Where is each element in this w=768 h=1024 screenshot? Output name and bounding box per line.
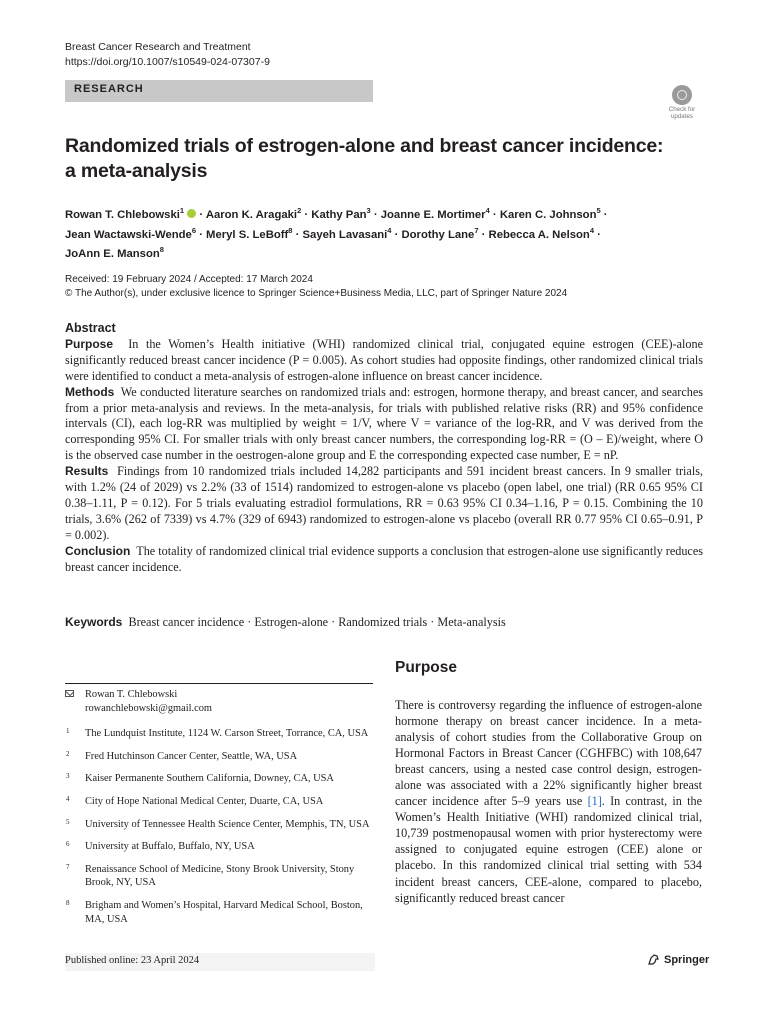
affiliation: 4 City of Hope National Medical Center, Duarte, CA, USA: [66, 794, 324, 807]
author-list: Rowan T. Chlebowski$^1$ · Aaron K. Aragaki$^2$ · Kathy Pan$^3$ · Joanne E. Mortimer$^4$ · Karen C. Johnson$^5$ · Jean Wactawski-Wende$^6$ · Meryl S. LeBoff$^8$ · Sayeh Lavasani$^4$ · Dorothy Lane$^7$ · Rebecca A. Nelson$^4$ · JoAnn E. Manson$^8$: [65, 206, 608, 261]
citation-link[interactable]: [1]: [587, 794, 602, 809]
author[interactable]: Jean Wactawski-Wende$^6$: [65, 225, 196, 241]
article-title: [65, 134, 685, 184]
springer-horse-icon: [647, 953, 660, 966]
author[interactable]: Rebecca A. Nelson$^4$: [488, 225, 594, 241]
orcid-icon[interactable]: [187, 209, 196, 218]
check-for-updates-badge[interactable]: [663, 84, 701, 124]
title-line-1: Randomized trials of estrogen-alone and breast cancer incidence:: [65, 135, 664, 157]
abstract-section: [65, 321, 703, 576]
footnotes: [65, 688, 375, 935]
keywords-list: Breast cancer incidence · Estrogen-alone · Randomized trials · Meta-analysis: [128, 615, 506, 629]
journal-header: [65, 40, 270, 70]
author[interactable]: Sayeh Lavasani$^4$: [302, 225, 392, 241]
purpose-paragraph: There is controversy regarding the influence of estrogen-alone hormone therapy on breast cancer incidence. In a meta-analysis of cohort studies from the Collaborative Group on Hormonal Factors in Breast Cancer (CGHFBC) with 108,647 breast cancers, using a nested case control design, estrogen-alone was associated with a 22% significantly higher breast cancer incidence after 5–9 years use [1]. In contrast, in the Women’s Health Initiative (WHI) randomized clinical trial, 10,739 postmenopausal women with prior hysterectomy were assigned to conjugated equine estrogen (CEE) alone or placebo. In this randomized clinical trial setting with 534 incident breast cancers, CEE-alone, compared to placebo, significantly reduced breast cancer: [395, 698, 703, 905]
received-accepted: Received: 19 February 2024 / Accepted: 17 March 2024: [65, 274, 313, 285]
doi-link[interactable]: https://doi.org/10.1007/s10549-024-07307-9: [65, 56, 270, 68]
author[interactable]: Joanne E. Mortimer$^4$: [380, 206, 490, 221]
footnote-divider: [65, 683, 373, 684]
section-banner: [65, 80, 373, 102]
keywords: [65, 614, 705, 630]
affiliation: 1 The Lundquist Institute, 1124 W. Carson Street, Torrance, CA, USA: [66, 727, 369, 740]
author[interactable]: Dorothy Lane$^7$: [401, 225, 479, 241]
article-dates: [65, 273, 567, 301]
corresponding-author: Rowan T. Chlebowski rowanchlebowski@gmail.com: [65, 688, 375, 715]
author[interactable]: Rowan T. Chlebowski$^1$: [65, 206, 185, 221]
abstract-heading: Abstract: [65, 321, 116, 335]
affiliation: 7 Renaissance School of Medicine, Stony Brook University, Stony Brook, NY, USA: [66, 862, 355, 889]
author[interactable]: Kathy Pan$^3$: [311, 206, 371, 221]
abstract-conclusion: Conclusion The totality of randomized clinical trial evidence supports a conclusion that estrogen-alone use significantly reduces breast cancer incidence.: [65, 543, 703, 574]
author[interactable]: JoAnn E. Manson$^8$: [65, 245, 164, 261]
journal-name: Breast Cancer Research and Treatment: [65, 41, 251, 53]
springer-logo: Springer: [664, 954, 710, 966]
check-for-updates-icon: [672, 85, 692, 105]
affiliation: 6 University at Buffalo, Buffalo, NY, USA: [66, 840, 255, 853]
envelope-icon: [65, 690, 74, 697]
abstract-results: Results Findings from 10 randomized trials included 14,282 participants and 591 incident breast cancers. In 9 smaller trials, with 1.2% (24 of 2029) vs 2.2% (33 of 1514) randomized to estrogen-alone vs placebo (open label, one trial) (RR 0.65 95% CI 0.38–1.11, P = 0.12). For 5 trials evaluating estradiol formulations, RR = 0.63 95% CI 0.34–1.16, P = 0.15. Combining the 10 trials, 3.6% (262 of 7339) vs 4.7% (329 of 6943) randomized to estrogen-alone vs placebo (overall RR 0.77 95% CI 0.65–0.91, P = 0.002).: [65, 464, 704, 542]
author[interactable]: Karen C. Johnson$^5$: [499, 206, 601, 221]
keywords-label: Keywords: [65, 615, 123, 629]
affiliation: 8 Brigham and Women’s Hospital, Harvard Medical School, Boston, MA, USA: [66, 898, 363, 925]
affiliation: 5 University of Tennessee Health Science Center, Memphis, TN, USA: [66, 817, 370, 830]
purpose-heading: Purpose: [395, 659, 458, 676]
title-line-2: a meta-analysis: [65, 160, 208, 182]
affiliation: 2 Fred Hutchinson Cancer Center, Seattle, WA, USA: [66, 749, 298, 762]
abstract-purpose: Purpose In the Women’s Health initiative (WHI) randomized clinical trial, conjugated equine estrogen (CEE)-alone significantly reduced breast cancer incidence (P = 0.005). As cohort studies had opposite findings, other randomized clinical trials were identified to conduct a meta-analysis of estrogen-alone influence on breast cancer incidence.: [65, 336, 703, 383]
section-label: RESEARCH: [74, 83, 144, 95]
copyright: © The Author(s), under exclusive licence to Springer Science+Business Media, LLC, part of Springer Nature 2024: [65, 288, 568, 299]
abstract-methods: Methods We conducted literature searches on randomized trials and: estrogen, hormone therapy, and breast cancer, and searches from a prior meta-analysis and reviews. In the meta-analysis, for trials with published relative risks (RR) and 95% confidence intervals (CI), each log-RR was multiplied by weight = 1/V, where V = variance of the log-RR, and V was derived from the corresponding 95% CI. For smaller trials with only breast cancer numbers, the corresponding log-RR = (O – E)/weight, where O is the observed case number in the oestrogen-alone group and E the corresponding expected case number, E = nP.: [65, 384, 704, 463]
published-online: Published online: 23 April 2024: [65, 953, 375, 971]
badge-label: Check for updates: [668, 106, 696, 120]
corresponding-email[interactable]: rowanchlebowski@gmail.com: [85, 702, 213, 714]
affiliation: 3 Kaiser Permanente Southern California, Downey, CA, USA: [66, 772, 334, 785]
author[interactable]: Meryl S. LeBoff$^8$: [206, 225, 293, 241]
author[interactable]: Aaron K. Aragaki$^2$: [205, 206, 302, 221]
